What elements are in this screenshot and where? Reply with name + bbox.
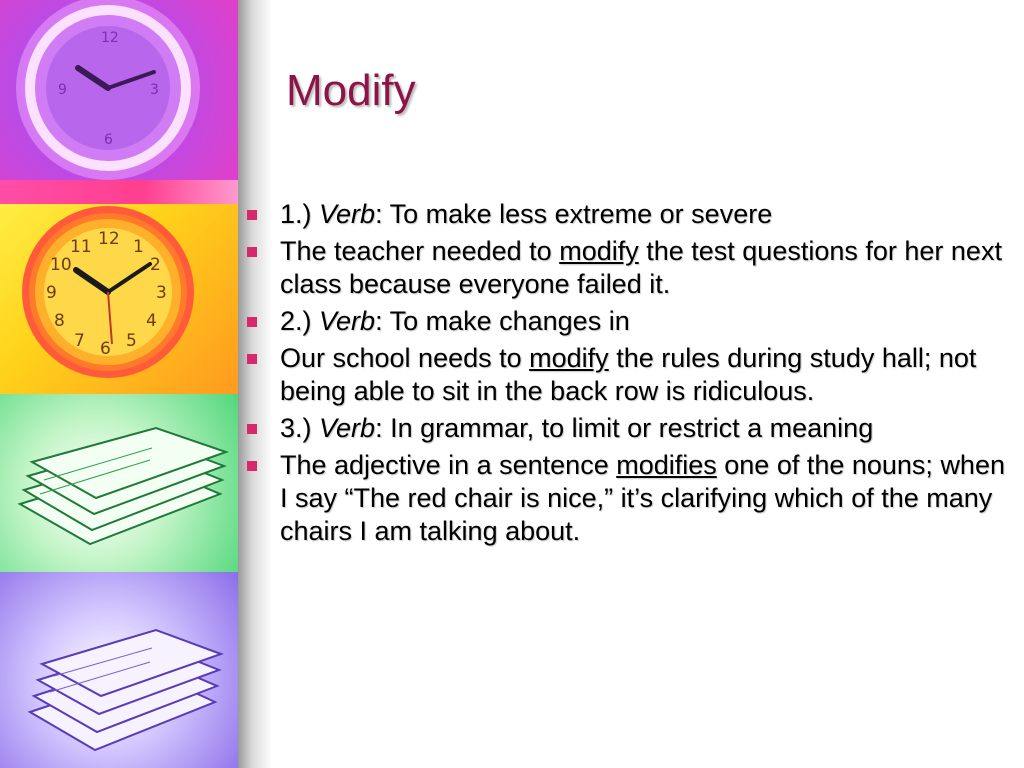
- example-text-before: The teacher needed to: [280, 236, 560, 266]
- example-text-before: The adjective in a sentence: [280, 450, 617, 480]
- svg-text:3: 3: [150, 82, 159, 98]
- example-text-after: the rules during study hall; not being able to sit in the back row is ridiculous.: [280, 343, 977, 406]
- definition-text: : To make changes in: [375, 306, 630, 336]
- part-of-speech: Verb: [319, 413, 376, 443]
- definition-number: 1.): [280, 199, 312, 229]
- green-book-stack-icon: [0, 394, 240, 572]
- svg-text:12: 12: [98, 229, 120, 249]
- svg-text:8: 8: [54, 311, 65, 331]
- svg-text:11: 11: [70, 237, 92, 257]
- part-of-speech: Verb: [319, 306, 376, 336]
- yellow-clock-panel: [0, 204, 240, 394]
- purple-clock-icon: [0, 0, 240, 180]
- green-books-panel: [0, 394, 240, 572]
- svg-text:5: 5: [126, 331, 137, 351]
- decorative-sidebar: [0, 0, 240, 768]
- example-text-after: one of the nouns; when I say “The red chair is nice,” it’s clarifying which of the many chairs I am talking about.: [280, 450, 1005, 546]
- pink-strip: [0, 180, 240, 204]
- svg-text:1: 1: [133, 237, 144, 257]
- svg-text:12: 12: [101, 30, 119, 46]
- slide-title: Modify: [286, 66, 416, 115]
- purple-clock-panel: [0, 0, 240, 180]
- list-item: [240, 305, 1016, 338]
- definition-text: : To make less extreme or severe: [375, 199, 773, 229]
- svg-text:9: 9: [58, 82, 67, 98]
- example-text-after: the test questions for her next class because everyone failed it.: [280, 236, 1002, 299]
- purple-books-panel: [0, 572, 240, 768]
- bullet-square-icon: [247, 247, 257, 257]
- definition-number: 3.): [280, 413, 312, 443]
- bullet-square-icon: [247, 354, 257, 364]
- svg-text:7: 7: [74, 331, 85, 351]
- example-text-before: Our school needs to: [280, 343, 530, 373]
- list-item: [240, 412, 1016, 445]
- bullet-square-icon: [247, 317, 257, 327]
- svg-text:6: 6: [104, 132, 113, 148]
- list-item: [240, 235, 1016, 301]
- svg-text:4: 4: [146, 311, 157, 331]
- bullet-square-icon: [247, 424, 257, 434]
- list-item: [240, 449, 1016, 548]
- yellow-clock-icon: [0, 204, 240, 394]
- bullet-square-icon: [247, 210, 257, 220]
- definition-text: : In grammar, to limit or restrict a meaning: [375, 413, 874, 443]
- part-of-speech: Verb: [319, 199, 376, 229]
- keyword: modifies: [616, 450, 717, 480]
- svg-text:2: 2: [150, 255, 161, 275]
- svg-text:6: 6: [100, 339, 111, 359]
- keyword: modify: [559, 236, 639, 266]
- purple-book-stack-icon: [0, 572, 240, 768]
- keyword: modify: [529, 343, 609, 373]
- bullet-square-icon: [247, 461, 257, 471]
- definition-number: 2.): [280, 306, 312, 336]
- list-item: [240, 342, 1016, 408]
- svg-text:3: 3: [156, 283, 167, 303]
- list-item: [240, 198, 1016, 231]
- svg-text:10: 10: [50, 255, 72, 275]
- bullet-list: [240, 198, 1016, 552]
- svg-text:9: 9: [46, 283, 57, 303]
